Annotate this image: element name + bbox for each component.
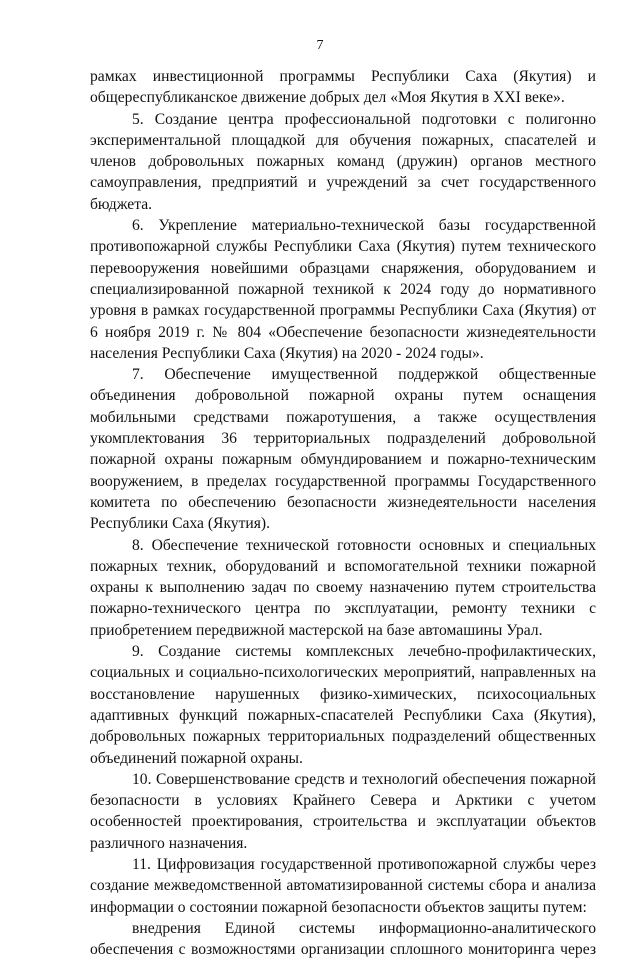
paragraph-item-5: 5. Создание центра профессиональной подготовки с полигонно экспериментальной площадкой для обучения пожарных, спасателей и членов добровольных пожарных команд (дружин) органов местного самоуправления, предприятий и учреждений за счет государственного бюджета.	[90, 110, 596, 213]
document-body	[90, 66, 596, 960]
paragraph-continuation: рамках инвестиционной программы Республики Саха (Якутия) и общереспубликанское движение добрых дел «Моя Якутия в XXI веке».	[90, 68, 596, 107]
page-number: 7	[316, 38, 324, 53]
paragraph-item-11: 11. Цифровизация государственной противопожарной службы через создание межведомственной автоматизированной системы сбора и анализа информации о состоянии пожарной безопасности объектов защиты путем:	[90, 855, 596, 916]
paragraph-item-8: 8. Обеспечение технической готовности основных и специальных пожарных техник, оборудований и вспомогательной техники пожарной охраны к выполнению задач по своему назначению путем строительства пожарно-технического центра по эксплуатации, ремонту техники с приобретением передвижной мастерской на базе автомашины Урал.	[90, 536, 596, 639]
paragraph-item-10: 10. Совершенствование средств и технологий обеспечения пожарной безопасности в условиях Крайнего Севера и Арктики с учетом особенностей проектирования, строительства и эксплуатации объектов различного назначения.	[90, 770, 596, 852]
paragraph-item-7: 7. Обеспечение имущественной поддержкой общественные объединения добровольной пожарной охраны путем оснащения мобильными средствами пожаротушения, а также осуществления укомплектования 36 территориальных подразделений добровольной пожарной охраны пожарным обмундированием и пожарно-техническим вооружением, в пределах государственной программы Государственного комитета по обеспечению безопасности жизнедеятельности населения Республики Саха (Якутия).	[90, 366, 596, 533]
paragraph-item-6: 6. Укрепление материально-технической базы государственной противопожарной службы Республики Саха (Якутия) путем технического перевооружения новейшими образцами снаряжения, оборудованием и специализированной пожарной техникой к 2024 году до нормативного уровня в рамках государственной программы Республики Саха (Якутия) от 6 ноября 2019 г. № 804 «Обеспечение безопасности жизнедеятельности населения Республики Саха (Якутия) на 2020 - 2024 годы».	[90, 217, 596, 362]
paragraph-item-11-subitem: внедрения Единой системы информационно-аналитического обеспечения с возможностями организации сплошного мониторинга через	[90, 919, 596, 959]
paragraph-item-9: 9. Создание системы комплексных лечебно-профилактических, социальных и социально-психологических мероприятий, направленных на восстановление нарушенных физико-химических, психосоциальных адаптивных функций пожарных-спасателей Республики Саха (Якутия), добровольных пожарных территориальных подразделений общественных объединений пожарной охраны.	[90, 643, 596, 767]
